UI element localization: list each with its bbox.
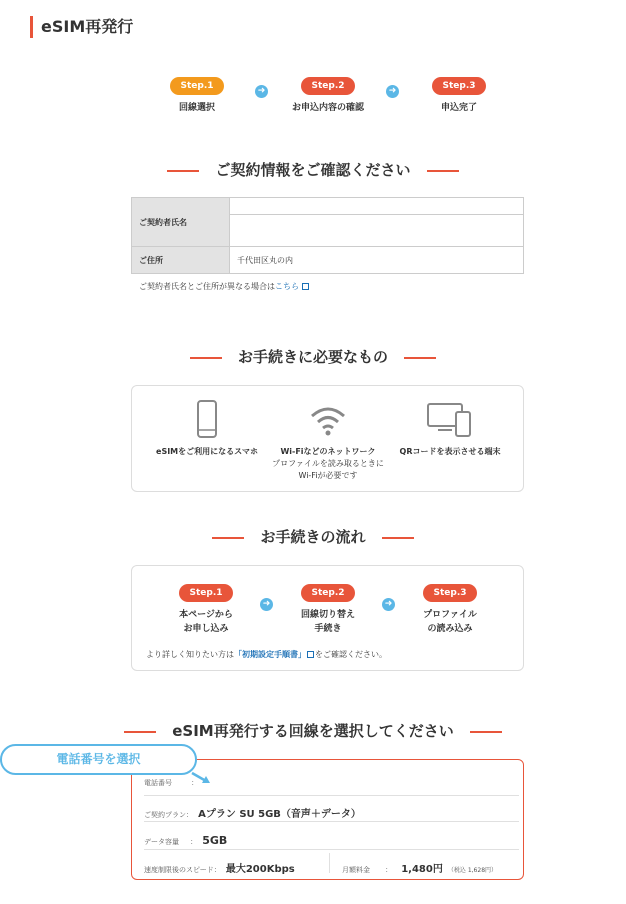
- page-title: eSIM再発行: [30, 16, 133, 38]
- fee-value: 1,480円: [401, 864, 443, 875]
- select-phone-tooltip: 電話番号を選択: [0, 744, 197, 775]
- flow-note: より詳しく知りたい方は「初期設定手順書」 をご確認ください。: [146, 650, 387, 659]
- need-label: Wi-Fiなどのネットワーク: [280, 447, 376, 456]
- wifi-icon: [308, 423, 348, 442]
- speed-fee-row: [144, 850, 519, 876]
- step-1-badge: Step.1: [170, 77, 223, 95]
- need-item-smartphone: [142, 400, 272, 458]
- flow-step-line1: 本ページから: [179, 610, 233, 620]
- fee-group: 月額料金 ： 1,480円 （税込 1,628円）: [342, 864, 498, 875]
- data-value: 5GB: [202, 834, 228, 847]
- step-1-label: 回線選択: [178, 103, 215, 113]
- need-sub: プロファイルを読み取るときに: [272, 459, 384, 468]
- step-3-label: 申込完了: [440, 103, 477, 113]
- flow-step-line1: プロファイル: [423, 610, 477, 620]
- need-label: QRコードを表示させる端末: [399, 447, 501, 456]
- flow-step-line1: 回線切り替え: [300, 610, 355, 620]
- devices-icon: [426, 423, 474, 442]
- step-3: [404, 73, 514, 115]
- step-2: [273, 73, 383, 115]
- address-note: ご契約者氏名とご住所が異なる場合はこちら: [139, 281, 309, 292]
- flow-step-line2: の読み込み: [427, 624, 473, 634]
- flow-step-badge: Step.2: [301, 584, 354, 602]
- plan-label: ご契約プラン：: [144, 811, 193, 819]
- needs-heading: お手続きに必要なもの: [0, 346, 626, 367]
- fee-tax: （税込 1,628円）: [447, 867, 498, 874]
- flow-step-2: [273, 580, 383, 636]
- pointer-arrow-icon: [190, 770, 214, 789]
- arrow-right-icon: ➜: [382, 598, 395, 611]
- address-value: 千代田区丸の内: [230, 247, 524, 274]
- plan-value: Aプラン SU 5GB（音声＋データ）: [198, 809, 361, 820]
- speed-value: 最大200Kbps: [225, 864, 295, 875]
- need-label: eSIMをご利用になるスマホ: [156, 447, 258, 456]
- phone-row: 電話番号 ：: [144, 770, 519, 796]
- address-change-link[interactable]: こちら: [275, 282, 299, 291]
- plan-row: [144, 796, 519, 822]
- select-line-heading: eSIM再発行する回線を選択してください: [0, 720, 626, 741]
- flow-step-line2: 手続き: [314, 624, 342, 634]
- divider: [329, 853, 330, 873]
- data-row: データ容量 ： 5GB: [144, 822, 519, 850]
- fee-label: 月額料金: [342, 866, 370, 874]
- speed-label: 速度制限後のスピード：: [144, 866, 221, 874]
- step-2-label: お申込内容の確認: [291, 103, 364, 113]
- address-label: ご住所: [132, 247, 230, 274]
- external-link-icon: [307, 651, 314, 658]
- flow-step-badge: Step.1: [179, 584, 232, 602]
- need-item-devices: [385, 400, 515, 458]
- needs-card: [131, 385, 524, 492]
- smartphone-icon: [196, 423, 218, 442]
- need-sub: Wi-Fiが必要です: [298, 471, 358, 480]
- arrow-right-icon: ➜: [260, 598, 273, 611]
- flow-step-badge: Step.3: [423, 584, 476, 602]
- need-item-network: [263, 400, 393, 482]
- flow-step-3: [395, 580, 505, 636]
- arrow-right-icon: ➜: [386, 85, 399, 98]
- data-label: データ容量: [144, 838, 179, 846]
- name-value-2: [230, 215, 524, 247]
- flow-card: [131, 565, 524, 671]
- contract-heading: ご契約情報をご確認ください: [0, 159, 626, 180]
- arrow-right-icon: ➜: [255, 85, 268, 98]
- step-1: [142, 73, 252, 115]
- contract-table: [131, 197, 524, 274]
- external-link-icon: [302, 283, 309, 290]
- phone-label: 電話番号: [144, 779, 172, 787]
- flow-step-1: [151, 580, 261, 636]
- flow-step-line2: お申し込み: [183, 624, 229, 634]
- name-value-1: [230, 198, 524, 215]
- step-3-badge: Step.3: [432, 77, 485, 95]
- step-2-badge: Step.2: [301, 77, 354, 95]
- name-label: ご契約者氏名: [132, 198, 230, 247]
- setup-guide-link[interactable]: 「初期設定手順書」: [234, 650, 306, 659]
- flow-heading: お手続きの流れ: [0, 526, 626, 547]
